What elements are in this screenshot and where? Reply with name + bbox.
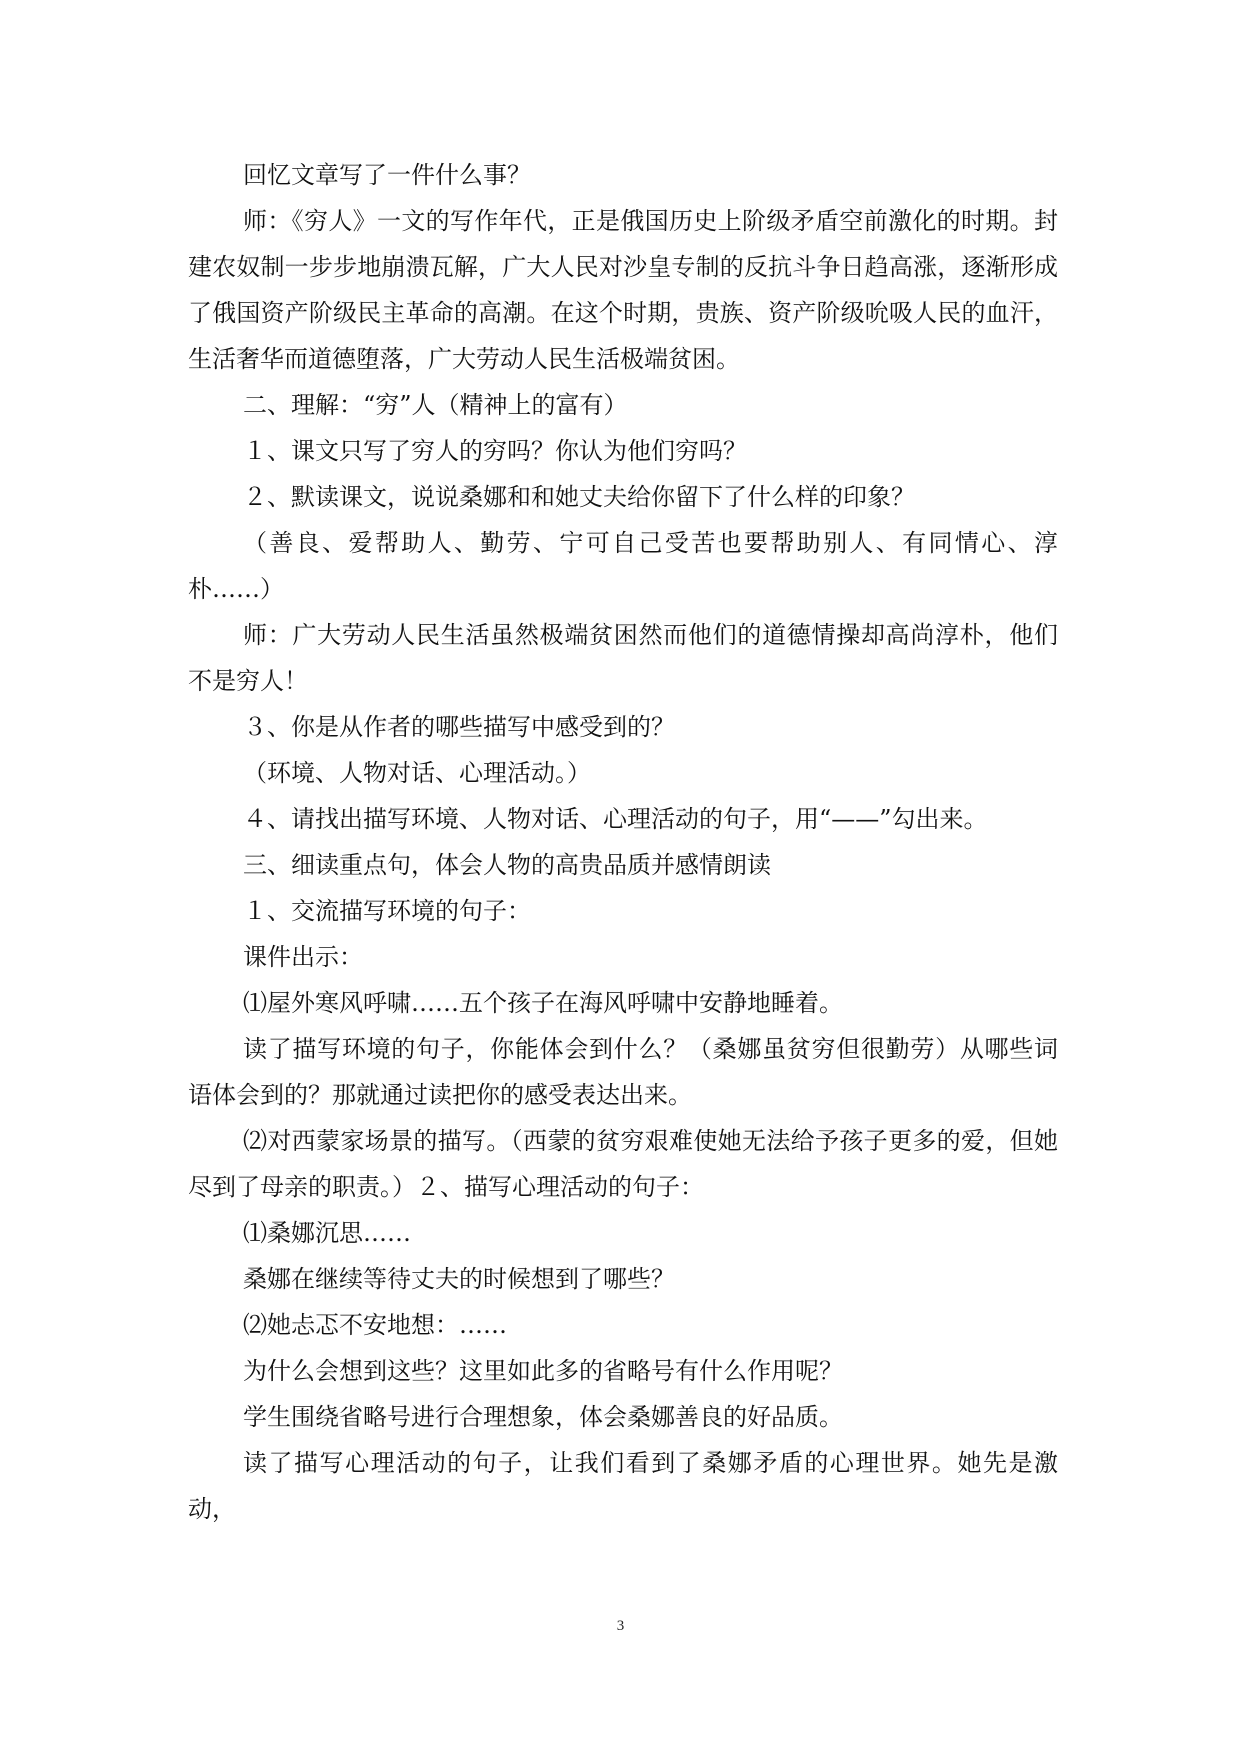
answer-2: （善良、爱帮助人、勤劳、宁可自己受苦也要帮助别人、有同情心、淳朴……） [188, 529, 1058, 603]
paragraph-2: 师：《穷人》一文的写作年代，正是俄国历史上阶级矛盾空前激化的时期。封建农奴制一步步地崩溃瓦解，广大人民对沙皇专制的反抗斗争日趋高涨，逐渐形成了俄国资产阶级民主革命的高潮。在这个时期，贵族、资产阶级吮吸人民的血汗，生活奢华而道德堕落，广大劳动人民生活极端贫困。 [188, 207, 1058, 373]
courseware-label: 课件出示： [243, 943, 363, 971]
question-ellipsis: 为什么会想到这些？这里如此多的省略号有什么作用呢？ [243, 1357, 843, 1385]
teacher-remark: 师：广大劳动人民生活虽然极端贫困然而他们的道德情操却高尚淳朴，他们不是穷人！ [188, 621, 1058, 695]
quote-sangna-thinking: ⑴桑娜沉思…… [243, 1219, 411, 1247]
paragraph-psychology: 读了描写心理活动的句子，让我们看到了桑娜矛盾的心理世界。她先是激动， [188, 1449, 1058, 1523]
question-4: ４、请找出描写环境、人物对话、心理活动的句子，用“——”勾出来。 [243, 805, 988, 833]
section-heading-3: 三、细读重点句，体会人物的高贵品质并感情朗读 [243, 851, 771, 879]
quote-1: ⑴屋外寒风呼啸……五个孩子在海风呼啸中安静地睡着。 [243, 989, 843, 1017]
quote-uneasy: ⑵她忐忑不安地想：…… [243, 1311, 507, 1339]
document-body [188, 152, 1058, 1532]
student-activity: 学生围绕省略号进行合理想象，体会桑娜善良的好品质。 [243, 1403, 843, 1431]
section-heading-2: 二、理解：“穷”人（精神上的富有） [243, 391, 628, 419]
step-1: １、交流描写环境的句子： [243, 897, 531, 925]
paragraph-simon: ⑵对西蒙家场景的描写。（西蒙的贫穷艰难使她无法给予孩子更多的爱，但她尽到了母亲的职责。）２、描写心理活动的句子： [188, 1127, 1058, 1201]
page-number: 3 [616, 1618, 625, 1634]
paragraph-environment: 读了描写环境的句子，你能体会到什么？（桑娜虽贫穷但很勤劳）从哪些词语体会到的？那就通过读把你的感受表达出来。 [188, 1035, 1058, 1109]
question-1: １、课文只写了穷人的穷吗？你认为他们穷吗？ [243, 437, 747, 465]
paragraph-1: 回忆文章写了一件什么事？ [243, 161, 531, 189]
question-2: ２、默读课文，说说桑娜和和她丈夫给你留下了什么样的印象？ [243, 483, 915, 511]
answer-3: （环境、人物对话、心理活动。） [243, 759, 591, 787]
question-3: ３、你是从作者的哪些描写中感受到的？ [243, 713, 675, 741]
question-waiting: 桑娜在继续等待丈夫的时候想到了哪些？ [243, 1265, 675, 1293]
